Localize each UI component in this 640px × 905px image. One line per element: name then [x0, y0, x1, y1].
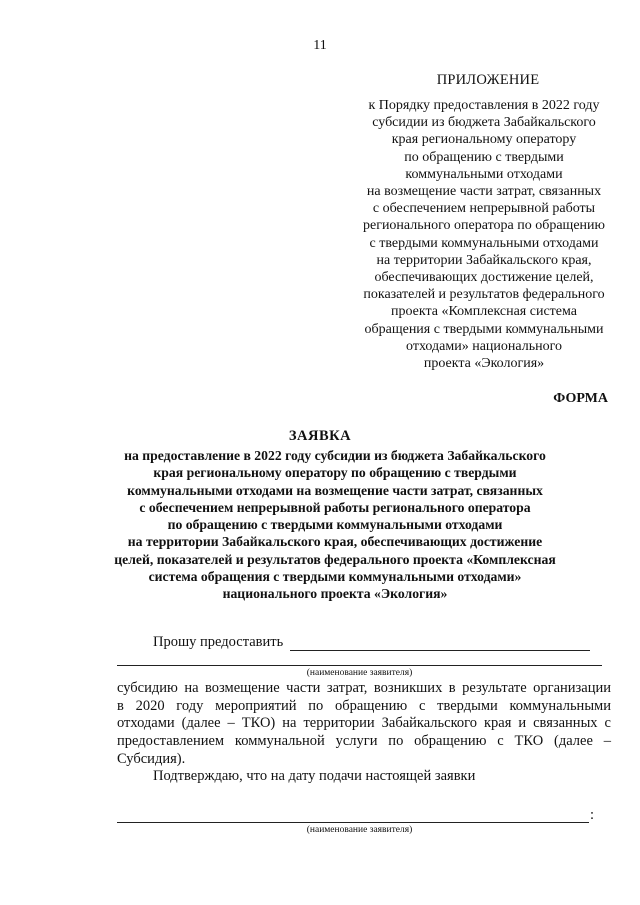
subtitle-line: по обращению с твердыми коммунальными отходами [167, 517, 503, 533]
colon: : [590, 807, 595, 823]
appendix-line: края региональному оператору [391, 132, 577, 148]
appendix-line: обеспечивающих достижение целей, [374, 270, 594, 286]
subtitle-line: национального проекта «Экология» [222, 586, 448, 602]
appendix-line: показателей и результатов федерального [363, 287, 605, 303]
subtitle-line: коммунальными отходами на возмещение части затрат, связанных [127, 482, 543, 498]
appendix-line: проекта «Комплексная система [391, 304, 577, 320]
paragraph-line: в 2020 году мероприятий по обращению с твердыми коммунальными [117, 697, 611, 714]
subtitle-line: на предоставление в 2022 году субсидии из бюджета Забайкальского [124, 448, 546, 463]
subtitle-line: с обеспечением непрерывной работы регионального оператора [139, 499, 531, 515]
appendix-line: коммунальными отходами [405, 166, 563, 182]
applicant-name-field-1[interactable] [290, 650, 590, 651]
paragraph-line: отходами (далее – ТКО) на территории Забайкальского края и связанных с [117, 715, 611, 732]
appendix-line: проекта «Экология» [423, 356, 545, 372]
paragraph-line: субсидию на возмещение части затрат, возникших в результате организации [117, 680, 611, 696]
subtitle-line: края региональному оператору по обращению с твердыми [153, 465, 517, 481]
application-subtitle [40, 447, 630, 603]
appendix-line: по обращению с твердыми [404, 149, 564, 165]
subsidy-paragraph [117, 680, 611, 769]
appendix-text [340, 97, 628, 372]
subtitle-line: на территории Забайкальского края, обеспечивающих достижение [127, 534, 543, 550]
subtitle-line: целей, показателей и результатов федерального проекта «Комплексная [114, 551, 556, 567]
appendix-line: с обеспечением непрерывной работы [372, 201, 596, 217]
appendix-line: на возмещение части затрат, связанных [366, 184, 602, 200]
appendix-line: обращения с твердыми коммунальными [364, 321, 604, 337]
appendix-line: отходами» национального [406, 338, 562, 354]
appendix-line: к Порядку предоставления в 2022 году [368, 98, 600, 113]
subtitle-line: система обращения с твердыми коммунальными отходами» [148, 569, 522, 585]
application-title: ЗАЯВКА [288, 428, 352, 444]
applicant-name-field-3[interactable] [117, 822, 589, 823]
paragraph-line: предоставлением коммунальной услуги по обращению с ТКО (далее – [117, 733, 611, 750]
confirm-label: Подтверждаю, что на дату подачи настоящей заявки [153, 768, 476, 784]
appendix-line: на территории Забайкальского края, [376, 252, 592, 268]
appendix-line: с твердыми коммунальными отходами [369, 235, 599, 251]
request-label: Прошу предоставить [153, 634, 284, 650]
applicant-name-field-2[interactable] [117, 665, 602, 666]
appendix-title: ПРИЛОЖЕНИЕ [436, 72, 540, 88]
applicant-caption-2: (наименование заявителя) [306, 825, 413, 835]
paragraph-line: Субсидия). [117, 750, 186, 767]
applicant-caption-1: (наименование заявителя) [306, 668, 413, 678]
appendix-line: регионального оператора по обращению [362, 218, 605, 234]
appendix-line: субсидии из бюджета Забайкальского [372, 115, 596, 131]
form-label: ФОРМА [553, 391, 608, 406]
page-number: 11 [313, 38, 327, 53]
